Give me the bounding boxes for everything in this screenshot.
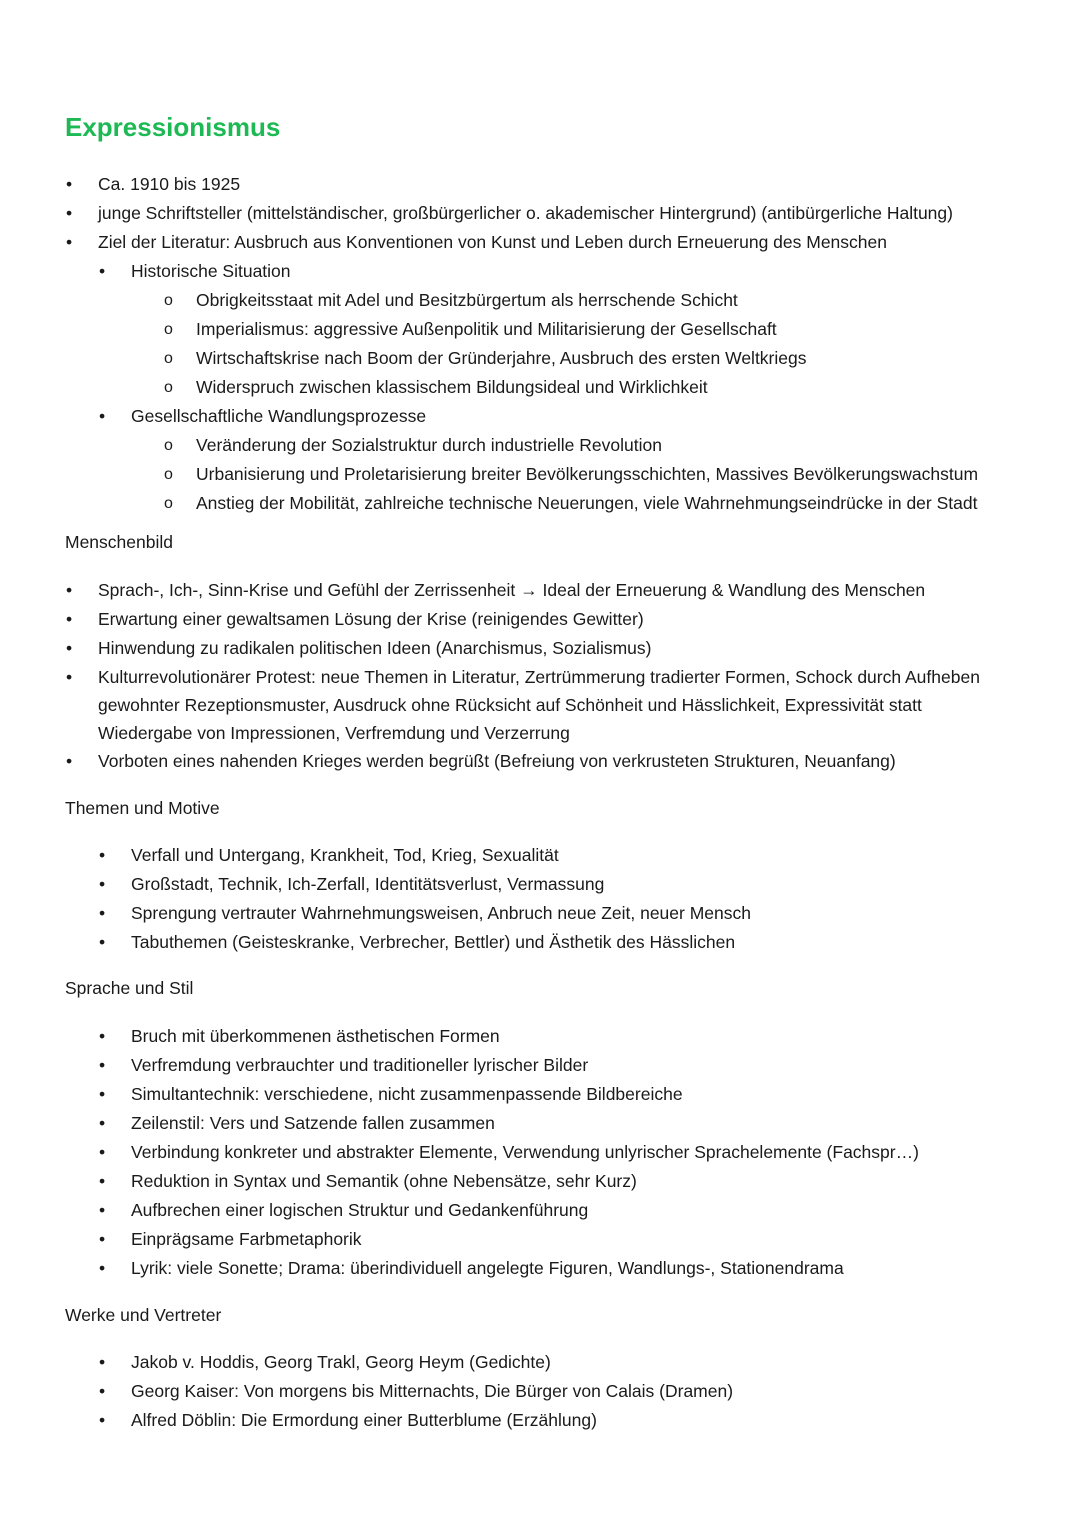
list-item	[0, 870, 1060, 899]
list-item	[0, 634, 1060, 663]
bullet-icon: •	[66, 232, 73, 252]
bullet-icon: •	[99, 406, 106, 426]
bullet-icon: •	[99, 1258, 106, 1278]
page-title: Expressionismus	[65, 112, 281, 142]
bullet-icon: •	[99, 874, 106, 894]
item-text: Georg Kaiser: Von morgens bis Mitternachts, Die Bürger von Calais (Dramen)	[131, 1381, 734, 1401]
list-item	[0, 228, 1060, 257]
list-item	[0, 899, 1060, 928]
bullet-icon: •	[99, 1113, 106, 1133]
section-heading-werke: Werke und Vertreter	[65, 1305, 222, 1325]
list-item	[0, 460, 1060, 489]
bullet-icon: •	[99, 1229, 106, 1249]
item-text: Alfred Döblin: Die Ermordung einer Butterblume (Erzählung)	[131, 1410, 597, 1430]
list-item	[0, 1348, 1060, 1377]
item-text: Jakob v. Hoddis, Georg Trakl, Georg Heym (Gedichte)	[131, 1352, 551, 1372]
item-text: Wirtschaftskrise nach Boom der Gründerjahre, Ausbruch des ersten Weltkriegs	[196, 348, 807, 368]
list-item	[0, 1254, 1060, 1283]
item-text: Aufbrechen einer logischen Struktur und Gedankenführung	[131, 1200, 589, 1220]
item-text: Ca. 1910 bis 1925	[98, 174, 241, 194]
list-item	[0, 431, 1060, 460]
bullet-icon: •	[99, 1171, 106, 1191]
item-text: Imperialismus: aggressive Außenpolitik und Militarisierung der Gesellschaft	[196, 319, 777, 339]
list-item	[0, 402, 1060, 431]
list-item	[0, 1080, 1060, 1109]
item-text: Zeilenstil: Vers und Satzende fallen zusammen	[131, 1113, 495, 1133]
bullet-icon: •	[99, 1381, 106, 1401]
item-text: junge Schriftsteller (mittelständischer, großbürgerlicher o. akademischer Hintergrund) (antibürgerliche Haltung)	[98, 203, 953, 223]
bullet-icon: •	[66, 174, 73, 194]
bullet-icon: •	[99, 1352, 106, 1372]
list-item	[0, 1377, 1060, 1406]
list-item	[0, 1022, 1060, 1051]
list-item	[0, 1109, 1060, 1138]
item-text: Obrigkeitsstaat mit Adel und Besitzbürgertum als herrschende Schicht	[196, 290, 738, 310]
item-text: Simultantechnik: verschiedene, nicht zusammenpassende Bildbereiche	[131, 1084, 683, 1104]
list-item	[0, 1138, 1060, 1167]
item-text: Sprach-, Ich-, Sinn-Krise und Gefühl der Zerrissenheit → Ideal der Erneuerung & Wandlung des Menschen	[98, 580, 926, 600]
bullet-icon: •	[99, 1026, 106, 1046]
bullet-icon: •	[99, 845, 106, 865]
item-text: Veränderung der Sozialstruktur durch industrielle Revolution	[196, 435, 662, 455]
bullet-icon: •	[66, 667, 73, 687]
list-item	[0, 747, 1060, 776]
section-heading-sprache: Sprache und Stil	[65, 978, 194, 998]
intro-list	[0, 170, 1060, 518]
bullet-icon: •	[99, 903, 106, 923]
item-text: Einprägsame Farbmetaphorik	[131, 1229, 362, 1249]
bullet-icon: •	[66, 609, 73, 629]
item-text: Verfall und Untergang, Krankheit, Tod, Krieg, Sexualität	[131, 845, 559, 865]
item-text: Gesellschaftliche Wandlungsprozesse	[131, 406, 427, 426]
list-item	[0, 199, 1060, 228]
item-text: Widerspruch zwischen klassischem Bildungsideal und Wirklichkeit	[196, 377, 708, 397]
bullet-icon: •	[99, 932, 106, 952]
list-item	[0, 489, 1060, 518]
circle-bullet-icon: o	[164, 495, 173, 512]
item-text: Verfremdung verbrauchter und traditioneller lyrischer Bilder	[131, 1055, 589, 1075]
sprache-list	[0, 1022, 1060, 1283]
list-item	[0, 663, 998, 747]
list-item	[0, 1167, 1060, 1196]
item-text: Urbanisierung und Proletarisierung breiter Bevölkerungsschichten, Massives Bevölkerungswachstum	[196, 464, 979, 484]
item-text: Hinwendung zu radikalen politischen Ideen (Anarchismus, Sozialismus)	[98, 638, 652, 658]
item-text: Kulturrevolutionärer Protest: neue Themen in Literatur, Zertrümmerung tradierter Formen, Schock durch Aufheben gewohnter Rezeptionsmuster, Ausdruck ohne Rücksicht auf Schönheit und Hässlichkeit, Expressivität statt Wiedergabe von Impressionen, Verfremdung und Verzerrung	[98, 667, 980, 743]
list-item	[0, 373, 1060, 402]
item-text: Verbindung konkreter und abstrakter Elemente, Verwendung unlyrischer Sprachelemente (Fachspr…)	[131, 1142, 919, 1162]
bullet-icon: •	[66, 203, 73, 223]
bullet-icon: •	[66, 580, 73, 600]
item-text: Erwartung einer gewaltsamen Lösung der Krise (reinigendes Gewitter)	[98, 609, 644, 629]
item-text: Reduktion in Syntax und Semantik (ohne Nebensätze, sehr Kurz)	[131, 1171, 637, 1191]
list-item	[0, 286, 1060, 315]
item-text: Ziel der Literatur: Ausbruch aus Konventionen von Kunst und Leben durch Erneuerung des Menschen	[98, 232, 887, 252]
list-item	[0, 576, 1060, 605]
werke-list	[0, 1348, 1060, 1435]
list-item	[0, 1406, 1060, 1435]
section-heading-themen: Themen und Motive	[65, 798, 220, 818]
list-item	[0, 1051, 1060, 1080]
circle-bullet-icon: o	[164, 350, 173, 367]
bullet-icon: •	[99, 1142, 106, 1162]
bullet-icon: •	[99, 1410, 106, 1430]
item-text: Historische Situation	[131, 261, 291, 281]
item-text: Lyrik: viele Sonette; Drama: überindividuell angelegte Figuren, Wandlungs-, Stationendrama	[131, 1258, 844, 1278]
list-item	[0, 170, 1060, 199]
list-item	[0, 257, 1060, 286]
themen-list	[0, 841, 1060, 957]
bullet-icon: •	[99, 1084, 106, 1104]
list-item	[0, 928, 1060, 957]
menschenbild-list	[0, 576, 1060, 776]
item-text: Tabuthemen (Geisteskranke, Verbrecher, Bettler) und Ästhetik des Hässlichen	[131, 932, 736, 952]
item-text: Vorboten eines nahenden Krieges werden begrüßt (Befreiung von verkrusteten Strukturen, Neuanfang)	[98, 751, 896, 771]
bullet-icon: •	[66, 638, 73, 658]
bullet-icon: •	[66, 751, 73, 771]
circle-bullet-icon: o	[164, 437, 173, 454]
item-text: Großstadt, Technik, Ich-Zerfall, Identitätsverlust, Vermassung	[131, 874, 605, 894]
circle-bullet-icon: o	[164, 321, 173, 338]
bullet-icon: •	[99, 261, 106, 281]
item-text: Anstieg der Mobilität, zahlreiche technische Neuerungen, viele Wahrnehmungseindrücke in der Stadt	[196, 493, 978, 513]
list-item	[0, 841, 1060, 870]
bullet-icon: •	[99, 1200, 106, 1220]
item-text: Sprengung vertrauter Wahrnehmungsweisen, Anbruch neue Zeit, neuer Mensch	[131, 903, 751, 923]
item-text: Bruch mit überkommenen ästhetischen Formen	[131, 1026, 500, 1046]
list-item	[0, 315, 1060, 344]
circle-bullet-icon: o	[164, 379, 173, 396]
circle-bullet-icon: o	[164, 292, 173, 309]
list-item	[0, 1196, 1060, 1225]
section-heading-menschenbild: Menschenbild	[65, 532, 173, 552]
list-item	[0, 1225, 1060, 1254]
list-item	[0, 605, 1060, 634]
list-item	[0, 344, 1060, 373]
bullet-icon: •	[99, 1055, 106, 1075]
circle-bullet-icon: o	[164, 466, 173, 483]
